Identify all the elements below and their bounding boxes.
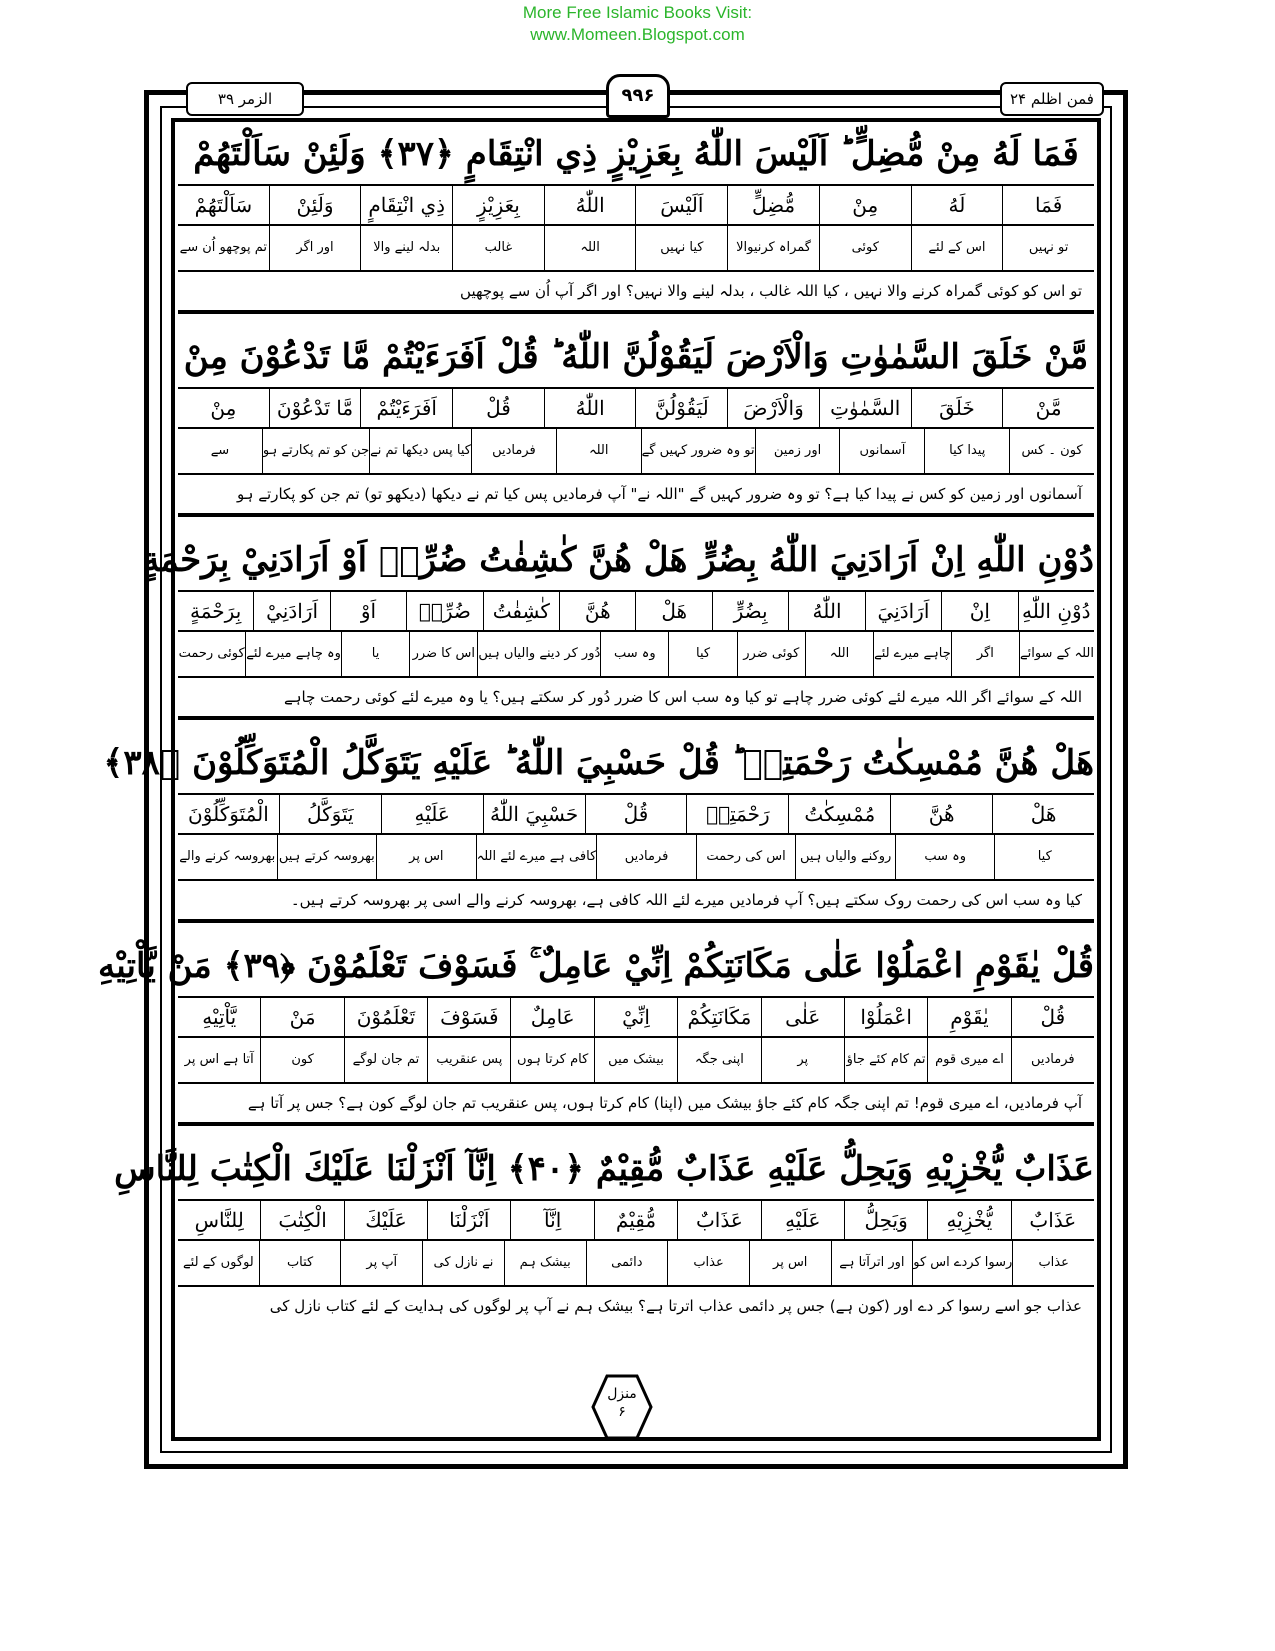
ayah-arabic-text: هَلْ هُنَّ مُمْسِكٰتُ رَحْمَتِهٖ ؕ قُلْ حَسْبِيَ اللّٰهُ ؕ عَلَيْهِ يَتَوَكَّلُ الْمُتَوَكِّلُوْنَ ﴿۳۸﴾ (178, 733, 1094, 795)
urdu-meaning-cell: روکنے والیاں ہیں (795, 835, 895, 879)
arabic-word-cell: وَالْاَرْضَ (727, 389, 819, 427)
site-banner (0, 2, 1275, 46)
urdu-meaning-cell: کیا (668, 632, 736, 676)
urdu-meaning-cell: رسوا کردے اس کو (912, 1241, 1012, 1285)
urdu-meaning-cell: اے میری قوم (927, 1038, 1010, 1082)
arabic-word-cell: مَكَانَتِكُمْ (677, 998, 760, 1036)
arabic-word-cell: مُمْسِكٰتُ (788, 795, 890, 833)
word-grid-urdu-meaning (178, 1038, 1094, 1084)
arabic-word-cell: عَلَيْكَ (344, 1201, 427, 1239)
urdu-meaning-cell: وہ سب (895, 835, 995, 879)
arabic-word-cell: عَلَيْهِ (381, 795, 483, 833)
urdu-meaning-cell: دائمی (586, 1241, 668, 1285)
manzil-badge (591, 1385, 653, 1421)
urdu-meaning-cell: تو نہیں (1002, 226, 1094, 270)
arabic-word-cell: يٰقَوْمِ (927, 998, 1010, 1036)
urdu-meaning-cell: اگر (951, 632, 1019, 676)
banner-line-2[interactable]: www.Momeen.Blogspot.com (530, 25, 745, 44)
ayah-section (114, 1139, 1094, 1329)
page-number: ۹۹۶ (606, 74, 670, 118)
urdu-meaning-cell: پیدا کیا (924, 429, 1009, 473)
arabic-word-cell: اَنْزَلْنَا (427, 1201, 510, 1239)
word-grid-arabic (178, 998, 1094, 1038)
arabic-word-cell: اللّٰهُ (544, 389, 636, 427)
arabic-word-cell: الْكِتٰبَ (260, 1201, 343, 1239)
ayah-arabic-text: مَّنْ خَلَقَ السَّمٰوٰتِ وَالْاَرْضَ لَيَقُوْلُنَّ اللّٰهُ ؕ قُلْ اَفَرَءَيْتُمْ مَّا تَدْعُوْنَ مِنْ (178, 327, 1094, 389)
urdu-translation: اللہ کے سوائے اگر اللہ میرے لئے کوئی ضرر چاہے تو کیا وہ سب اس کا ضرر دُور کر سکتے ہیں؟ یا وہ میرے لئے کوئی رحمت چاہے (178, 678, 1094, 720)
arabic-word-cell: بِضُرٍّ (712, 592, 788, 630)
arabic-word-cell: فَمَا (1002, 186, 1094, 224)
manzil-label: منزل (607, 1386, 637, 1402)
urdu-meaning-cell: کتاب (259, 1241, 341, 1285)
urdu-meaning-cell: سے (210, 443, 230, 458)
ayah-section (103, 733, 1094, 923)
arabic-word-cell: اَرَادَنِيَ (865, 592, 941, 630)
urdu-meaning-cell: اللہ (556, 429, 641, 473)
urdu-meaning-cell: اور اترآتا ہے (831, 1241, 913, 1285)
arabic-word-cell: تَعْلَمُوْنَ (344, 998, 427, 1036)
urdu-meaning-cell: عذاب (667, 1241, 749, 1285)
arabic-word-cell: مِنْ (210, 396, 237, 420)
urdu-meaning-cell: آتا ہے اس پر (184, 1052, 254, 1067)
arabic-word-cell: سَاَلْتَهُمْ (194, 193, 253, 217)
word-grid-urdu-meaning (178, 632, 1094, 678)
urdu-meaning-cell: اور زمین (755, 429, 840, 473)
urdu-meaning-cell: بیشک میں (594, 1038, 677, 1082)
arabic-word-cell: قُلْ (1011, 998, 1094, 1036)
arabic-word-cell: لِلنَّاسِ (194, 1208, 244, 1232)
word-grid-urdu-meaning (178, 226, 1094, 272)
ayah-arabic-text: قُلْ يٰقَوْمِ اعْمَلُوْا عَلٰى مَكَانَتِكُمْ اِنِّيْ عَامِلٌ ۚ فَسَوْفَ تَعْلَمُوْنَ ﴿۳۹﴾ مَنْ يَّاْتِيْهِ (178, 936, 1094, 998)
arabic-word-cell: يُّخْزِيْهِ (927, 1201, 1010, 1239)
urdu-meaning-cell: کوئی ضرر (737, 632, 805, 676)
urdu-meaning-cell: کام کرتا ہوں (510, 1038, 593, 1082)
banner-line-1: More Free Islamic Books Visit: (522, 3, 753, 22)
urdu-meaning-cell: تم جان لوگے (344, 1038, 427, 1082)
urdu-translation: آپ فرمادیں، اے میری قوم! تم اپنی جگہ کام کئے جاؤ بیشک میں (اپنا) کام کرتا ہوں، پس عنقریب تم جان لوگے کون ہے؟ جس پر آتا ہے (178, 1084, 1094, 1126)
urdu-meaning-cell: پس عنقریب (427, 1038, 510, 1082)
urdu-meaning-cell: لوگوں کے لئے (183, 1255, 254, 1270)
word-grid-urdu-meaning (178, 835, 1094, 881)
arabic-word-cell: حَسْبِيَ اللّٰهُ (483, 795, 585, 833)
urdu-meaning-cell: بھروسہ کرنے والے (179, 849, 276, 864)
arabic-word-cell: لَيَقُوْلُنَّ (635, 389, 727, 427)
arabic-word-cell: مَّنْ (1002, 389, 1094, 427)
arabic-word-cell: عَلَيْهِ (761, 1201, 844, 1239)
urdu-meaning-cell: اللہ (544, 226, 636, 270)
arabic-word-cell: اَفَرَءَيْتُمْ (360, 389, 452, 427)
urdu-meaning-cell: فرمادیں (471, 429, 556, 473)
arabic-word-cell: بِعَزِيْزٍ (452, 186, 544, 224)
arabic-word-cell: مِنْ (819, 186, 911, 224)
urdu-meaning-cell: اللہ کے سوائے (1019, 632, 1094, 676)
urdu-meaning-cell: آپ پر (340, 1241, 422, 1285)
urdu-translation: کیا وہ سب اس کی رحمت روک سکتے ہیں؟ آپ فرمادیں میرے لئے اللہ کافی ہے، بھروسہ کرنے والے اسی پر بھروسہ کرتے ہیں۔ (178, 881, 1094, 923)
urdu-meaning-cell: نے نازل کی (422, 1241, 504, 1285)
arabic-word-cell: مُّقِيْمٌ (594, 1201, 677, 1239)
arabic-word-cell: لَهُ (911, 186, 1003, 224)
urdu-meaning-cell: گمراہ کرنیوالا (727, 226, 819, 270)
urdu-meaning-cell: عذاب (1012, 1241, 1094, 1285)
arabic-word-cell: مُّضِلٍّ (727, 186, 819, 224)
arabic-word-cell: اللّٰهُ (544, 186, 636, 224)
arabic-word-cell: ضُرِّهٖ (406, 592, 482, 630)
urdu-meaning-cell: آسمانوں (839, 429, 924, 473)
arabic-word-cell: دُوْنِ اللّٰهِ (1018, 592, 1094, 630)
arabic-word-cell: اِنْ (941, 592, 1017, 630)
urdu-meaning-cell: دُور کر دینے والیاں ہیں (477, 632, 600, 676)
word-grid-urdu-meaning (178, 1241, 1094, 1287)
arabic-word-cell: ذِي انْتِقَامٍ (360, 186, 452, 224)
urdu-meaning-cell: فرمادیں (1011, 1038, 1094, 1082)
arabic-word-cell: يَتَوَكَّلُ (279, 795, 381, 833)
arabic-word-cell: اعْمَلُوْا (844, 998, 927, 1036)
arabic-word-cell: يَّاْتِيْهِ (202, 1005, 237, 1029)
urdu-meaning-cell: فرمادیں (596, 835, 696, 879)
arabic-word-cell: اِنَّآ (510, 1201, 593, 1239)
urdu-meaning-cell: کیا (994, 835, 1094, 879)
arabic-word-cell: عَامِلٌ (510, 998, 593, 1036)
word-grid-arabic (178, 592, 1094, 632)
arabic-word-cell: الْمُتَوَكِّلُوْنَ (188, 802, 269, 826)
arabic-word-cell: وَلَئِنْ (269, 186, 361, 224)
urdu-meaning-cell: کون ۔ کس (1009, 429, 1094, 473)
urdu-meaning-cell: کافی ہے میرے لئے اللہ (476, 835, 597, 879)
arabic-word-cell: هَلْ (992, 795, 1094, 833)
ayah-section (178, 124, 1094, 314)
urdu-translation: تو اس کو کوئی گمراہ کرنے والا نہیں ، کیا اللہ غالب ، بدلہ لینے والا نہیں؟ اور اگر آپ اُن سے پوچھیں (178, 272, 1094, 314)
ayah-section (98, 936, 1094, 1126)
arabic-word-cell: فَسَوْفَ (427, 998, 510, 1036)
arabic-word-cell: هُنَّ (559, 592, 635, 630)
ayah-arabic-text: فَمَا لَهُ مِنْ مُّضِلٍّ ؕ اَلَيْسَ اللّٰهُ بِعَزِيْزٍ ذِي انْتِقَامٍ ﴿۳۷﴾ وَلَئِنْ سَاَلْتَهُمْ (178, 124, 1094, 186)
arabic-word-cell: عَلٰى (761, 998, 844, 1036)
arabic-word-cell: هُنَّ (890, 795, 992, 833)
word-grid-arabic (178, 795, 1094, 835)
word-grid-urdu-meaning (178, 429, 1094, 475)
urdu-meaning-cell: بھروسہ کرتے ہیں (277, 835, 377, 879)
urdu-meaning-cell: کیا نہیں (635, 226, 727, 270)
urdu-meaning-cell: وہ چاہے میرے لئے (245, 632, 341, 676)
urdu-meaning-cell: کیا پس دیکھا تم نے (369, 429, 471, 473)
ayah-arabic-text: دُوْنِ اللّٰهِ اِنْ اَرَادَنِيَ اللّٰهُ بِضُرٍّ هَلْ هُنَّ كٰشِفٰتُ ضُرِّهٖ اَوْ اَرَادَنِيْ بِرَحْمَةٍ (178, 530, 1094, 592)
arabic-word-cell: اَوْ (330, 592, 406, 630)
urdu-meaning-cell: وہ سب (600, 632, 668, 676)
urdu-meaning-cell: اور اگر (269, 226, 361, 270)
surah-name-label: الزمر ۳۹ (186, 82, 304, 116)
word-grid-arabic (178, 389, 1094, 429)
arabic-word-cell: خَلَقَ (911, 389, 1003, 427)
urdu-meaning-cell: اپنی جگہ (677, 1038, 760, 1082)
urdu-meaning-cell: تم پوچھو اُن سے (179, 240, 268, 255)
manzil-number: ۶ (618, 1404, 626, 1420)
urdu-meaning-cell: اللہ (805, 632, 873, 676)
ayah-section (178, 327, 1094, 517)
word-grid-arabic (178, 1201, 1094, 1241)
arabic-word-cell: اَلَيْسَ (635, 186, 727, 224)
urdu-translation: آسمانوں اور زمین کو کس نے پیدا کیا ہے؟ تو وہ ضرور کہیں گے "اللہ نے" آپ فرمادیں پس کیا تم نے دیکھا (دیکھو تو) تم جن کو پکارتے ہو (178, 475, 1094, 517)
arabic-word-cell: هَلْ (635, 592, 711, 630)
ayah-section (142, 530, 1094, 720)
arabic-word-cell: رَحْمَتِهٖ (686, 795, 788, 833)
urdu-meaning-cell: بدلہ لینے والا (360, 226, 452, 270)
urdu-meaning-cell: کون (260, 1038, 343, 1082)
arabic-word-cell: السَّمٰوٰتِ (819, 389, 911, 427)
urdu-meaning-cell: اس پر (749, 1241, 831, 1285)
urdu-meaning-cell: اس پر (376, 835, 476, 879)
arabic-word-cell: قُلْ (452, 389, 544, 427)
urdu-meaning-cell: اس کی رحمت (696, 835, 796, 879)
arabic-word-cell: عَذَابٌ (677, 1201, 760, 1239)
arabic-word-cell: وَيَحِلُّ (844, 1201, 927, 1239)
arabic-word-cell: بِرَحْمَةٍ (190, 599, 242, 623)
urdu-meaning-cell: کوئی (819, 226, 911, 270)
arabic-word-cell: كٰشِفٰتُ (483, 592, 559, 630)
arabic-word-cell: عَذَابٌ (1011, 1201, 1094, 1239)
arabic-word-cell: اَرَادَنِيْ (253, 592, 329, 630)
arabic-word-cell: مَنْ (260, 998, 343, 1036)
urdu-meaning-cell: پر (761, 1038, 844, 1082)
urdu-meaning-cell: تم کام کئے جاؤ (844, 1038, 927, 1082)
urdu-meaning-cell: جن کو تم پکارتے ہو (262, 429, 369, 473)
para-name-label: فمن اظلم ۲۴ (1000, 82, 1104, 116)
arabic-word-cell: مَّا تَدْعُوْنَ (269, 389, 361, 427)
word-grid-arabic (178, 186, 1094, 226)
arabic-word-cell: اللّٰهُ (788, 592, 864, 630)
arabic-word-cell: اِنِّيْ (594, 998, 677, 1036)
urdu-meaning-cell: اس کے لئے (911, 226, 1003, 270)
urdu-meaning-cell: یا (341, 632, 409, 676)
urdu-meaning-cell: اس کا ضرر (409, 632, 477, 676)
urdu-meaning-cell: غالب (452, 226, 544, 270)
urdu-meaning-cell: بیشک ہم (504, 1241, 586, 1285)
urdu-meaning-cell: تو وہ ضرور کہیں گے (641, 429, 755, 473)
urdu-translation: عذاب جو اسے رسوا کر دے اور (کون ہے) جس پر دائمی عذاب اترتا ہے؟ بیشک ہم نے آپ پر لوگوں کی ہدایت کے لئے کتاب نازل کی (269, 1297, 1082, 1315)
arabic-word-cell: قُلْ (585, 795, 687, 833)
urdu-meaning-cell: کوئی رحمت (178, 646, 245, 661)
urdu-meaning-cell: چاہے میرے لئے (873, 632, 951, 676)
ayah-arabic-text: عَذَابٌ يُّخْزِيْهِ وَيَحِلُّ عَلَيْهِ عَذَابٌ مُّقِيْمٌ ﴿۴۰﴾ اِنَّآ اَنْزَلْنَا عَلَيْكَ الْكِتٰبَ لِلنَّاسِ (178, 1139, 1094, 1201)
